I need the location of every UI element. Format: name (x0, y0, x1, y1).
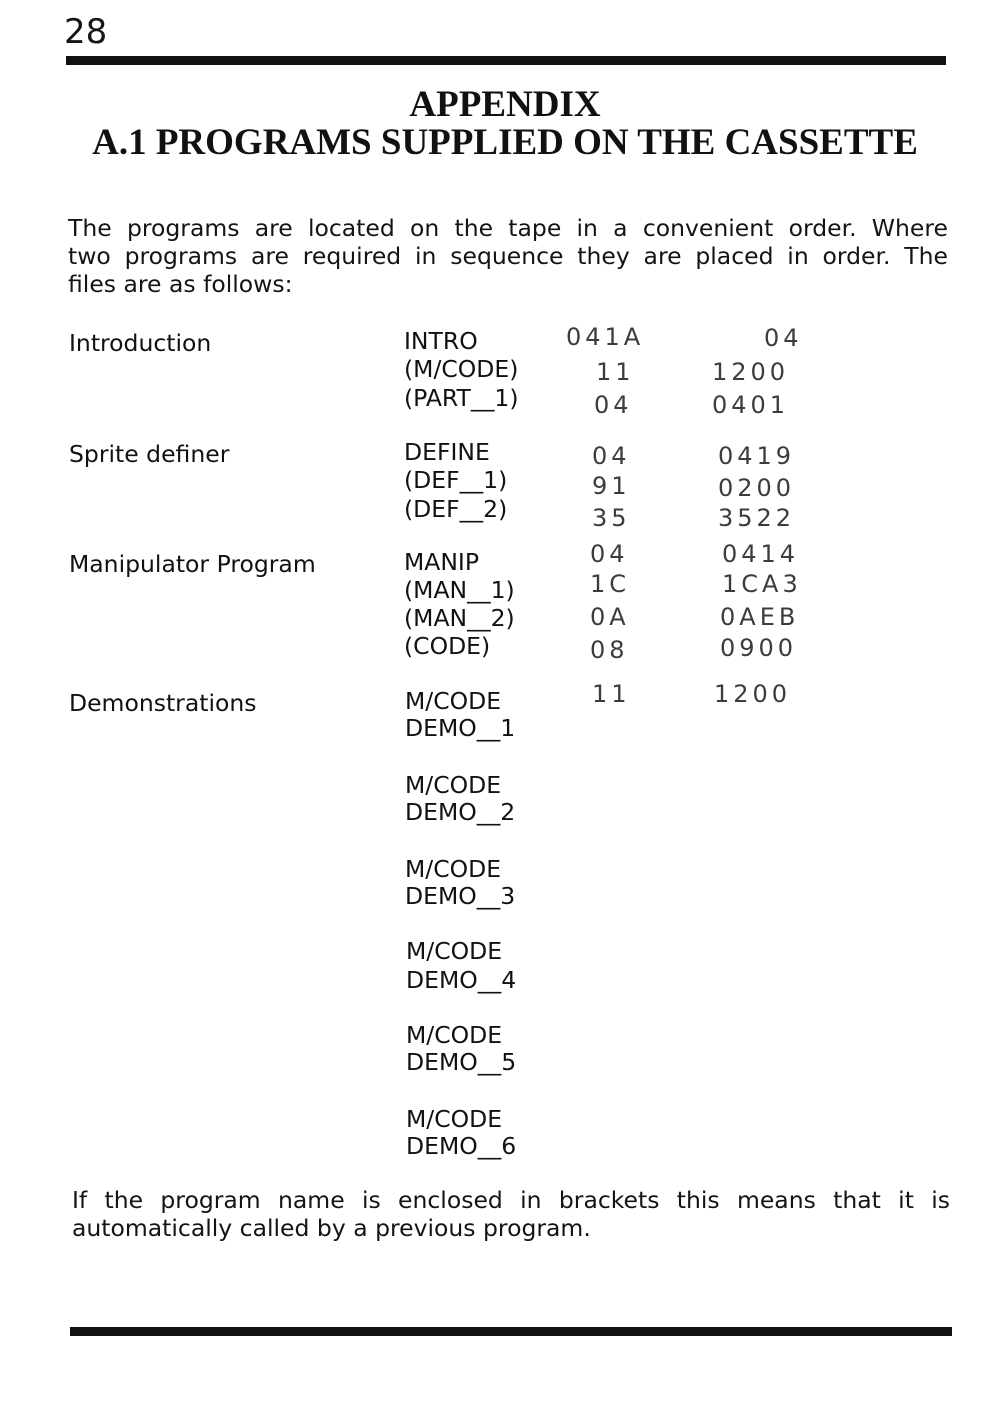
category-demonstrations: Demonstrations (69, 689, 257, 717)
bottom-rule (70, 1327, 952, 1336)
intro-paragraph (68, 214, 948, 298)
program-name: M/CODE (405, 855, 502, 883)
footer-note (72, 1186, 950, 1242)
program-name: (DEF__2) (404, 495, 508, 523)
program-name: M/CODE (406, 937, 503, 965)
handwritten-start-block: 0A (590, 603, 630, 631)
category-sprite-definer: Sprite definer (69, 440, 230, 468)
intro-line: files are as follows: (68, 270, 293, 298)
handwritten-load-address: 0AEB (720, 603, 800, 631)
handwritten-start-block: 35 (592, 504, 631, 532)
handwritten-start-block: 11 (596, 358, 635, 386)
program-name: (PART__1) (404, 384, 519, 412)
handwritten-load-address: 1CA3 (722, 570, 802, 598)
program-name: DEFINE (404, 438, 490, 466)
program-name: MANIP (404, 548, 480, 576)
program-name: DEMO__4 (406, 966, 517, 994)
program-name: M/CODE (406, 1105, 503, 1133)
handwritten-load-address: 0414 (722, 540, 800, 568)
intro-line: two programs are required in sequence they are placed in order. The (68, 242, 948, 270)
program-name: M/CODE (406, 1021, 503, 1049)
program-name: DEMO__1 (405, 714, 516, 742)
program-name: M/CODE (405, 771, 502, 799)
handwritten-load-address: 0200 (718, 474, 796, 502)
program-name: (M/CODE) (404, 355, 519, 383)
handwritten-load-address: 1200 (712, 358, 790, 386)
handwritten-start-block: 04 (594, 391, 633, 419)
handwritten-load-address: 1200 (714, 680, 792, 708)
handwritten-start-block: 041A (566, 323, 645, 351)
footer-line: If the program name is enclosed in brackets this means that it is (72, 1186, 950, 1214)
program-name: DEMO__3 (405, 882, 516, 910)
program-name: (MAN__1) (404, 576, 515, 604)
program-name: (MAN__2) (404, 604, 515, 632)
program-name: (CODE) (404, 632, 491, 660)
category-introduction: Introduction (69, 329, 212, 357)
handwritten-start-block: 1C (590, 570, 631, 598)
appendix-heading: APPENDIX (409, 84, 601, 125)
program-name: (DEF__1) (404, 466, 508, 494)
footer-line: automatically called by a previous program. (72, 1214, 591, 1242)
category-manipulator-program: Manipulator Program (69, 550, 316, 578)
page-number: 28 (64, 12, 108, 52)
handwritten-start-block: 04 (592, 442, 631, 470)
top-rule (66, 56, 946, 65)
handwritten-load-address: 3522 (718, 504, 796, 532)
handwritten-start-block: 08 (590, 636, 629, 664)
handwritten-start-block: 91 (592, 472, 631, 500)
handwritten-load-address: 0900 (720, 634, 798, 662)
handwritten-start-block: 11 (592, 680, 631, 708)
handwritten-load-address: 0401 (712, 391, 790, 419)
intro-line: The programs are located on the tape in a convenient order. Where (68, 214, 948, 242)
program-name: DEMO__2 (405, 798, 516, 826)
program-name: DEMO__6 (406, 1132, 517, 1160)
section-heading: A.1 PROGRAMS SUPPLIED ON THE CASSETTE (92, 122, 918, 163)
program-name: M/CODE (405, 687, 502, 715)
handwritten-load-address: 04 (764, 324, 803, 352)
program-name: DEMO__5 (406, 1048, 517, 1076)
handwritten-load-address: 0419 (718, 442, 796, 470)
program-name: INTRO (404, 327, 478, 355)
handwritten-start-block: 04 (590, 540, 629, 568)
